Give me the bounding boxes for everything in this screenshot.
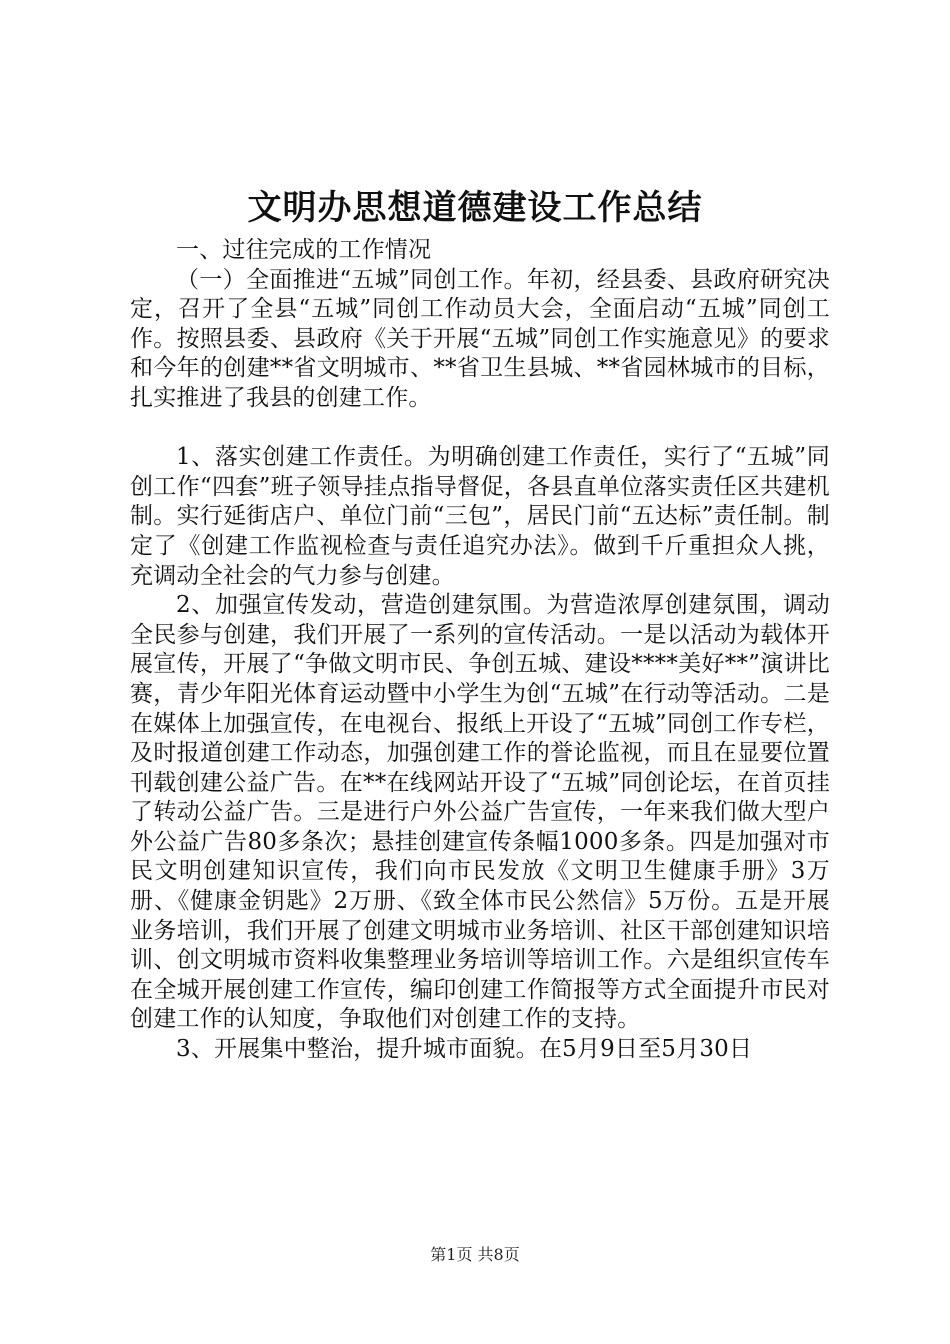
page-number-footer: 第1页 共8页 [430, 1245, 520, 1264]
paragraph: 2、加强宣传发动，营造创建氛围。为营造浓厚创建氛围，调动全民参与创建，我们开展了一系列的宣传活动。一是以活动为载体开展宣传，开展了“争做文明市民、争创五城、建设****美好**”演讲比赛，青少年阳光体育运动暨中小学生为创“五城”在行动等活动。二是在媒体上加强宣传，在电视台、报纸上开设了“五城”同创工作专栏，及时报道创建工作动态，加强创建工作的誉论监视，而且在显要位置刊载创建公益广告。在**在线网站开设了“五城”同创论坛，在首页挂了转动公益广告。三是进行户外公益广告宣传，一年来我们做大型户外公益广告80多条次；悬挂创建宣传条幅1000多条。四是加强对市民文明创建知识宣传，我们向市民发放《文明卫生健康手册》3万册、《健康金钥匙》2万册、《致全体市民公然信》5万份。五是开展业务培训，我们开展了创建文明城市业务培训、社区干部创建知识培训、创文明城市资料收集整理业务培训等培训工作。六是组织宣传车在全城开展创建工作宣传，编印创建工作简报等方式全面提升市民对创建工作的认知度，争取他们对创建工作的支持。 [130, 592, 830, 1033]
section-heading: 一、过往完成的工作情况 [176, 237, 432, 263]
paragraph: （一）全面推进“五城”同创工作。年初，经县委、县政府研究决定，召开了全县“五城”同创工作动员大会，全面启动“五城”同创工作。按照县委、县政府《关于开展“五城”同创工作实施意见》的要求和今年的创建**省文明城市、**省卫生县城、**省园林城市的目标，扎实推进了我县的创建工作。 [130, 266, 830, 411]
paragraph: 3、开展集中整治，提升城市面貌。在5月9日至5月30日 [176, 1036, 753, 1063]
document-body [130, 236, 830, 1065]
document-title: 文明办思想道德建设工作总结 [247, 188, 703, 228]
paragraph: 1、落实创建工作责任。为明确创建工作责任，实行了“五城”同创工作“四套”班子领导挂点指导督促，各县直单位落实责任区共建机制。实行延街店户、单位门前“三包”，居民门前“五达标”责任制。制定了《创建工作监视检查与责任追究办法》。做到千斤重担众人挑，充调动全社会的气力参与创建。 [130, 444, 830, 589]
